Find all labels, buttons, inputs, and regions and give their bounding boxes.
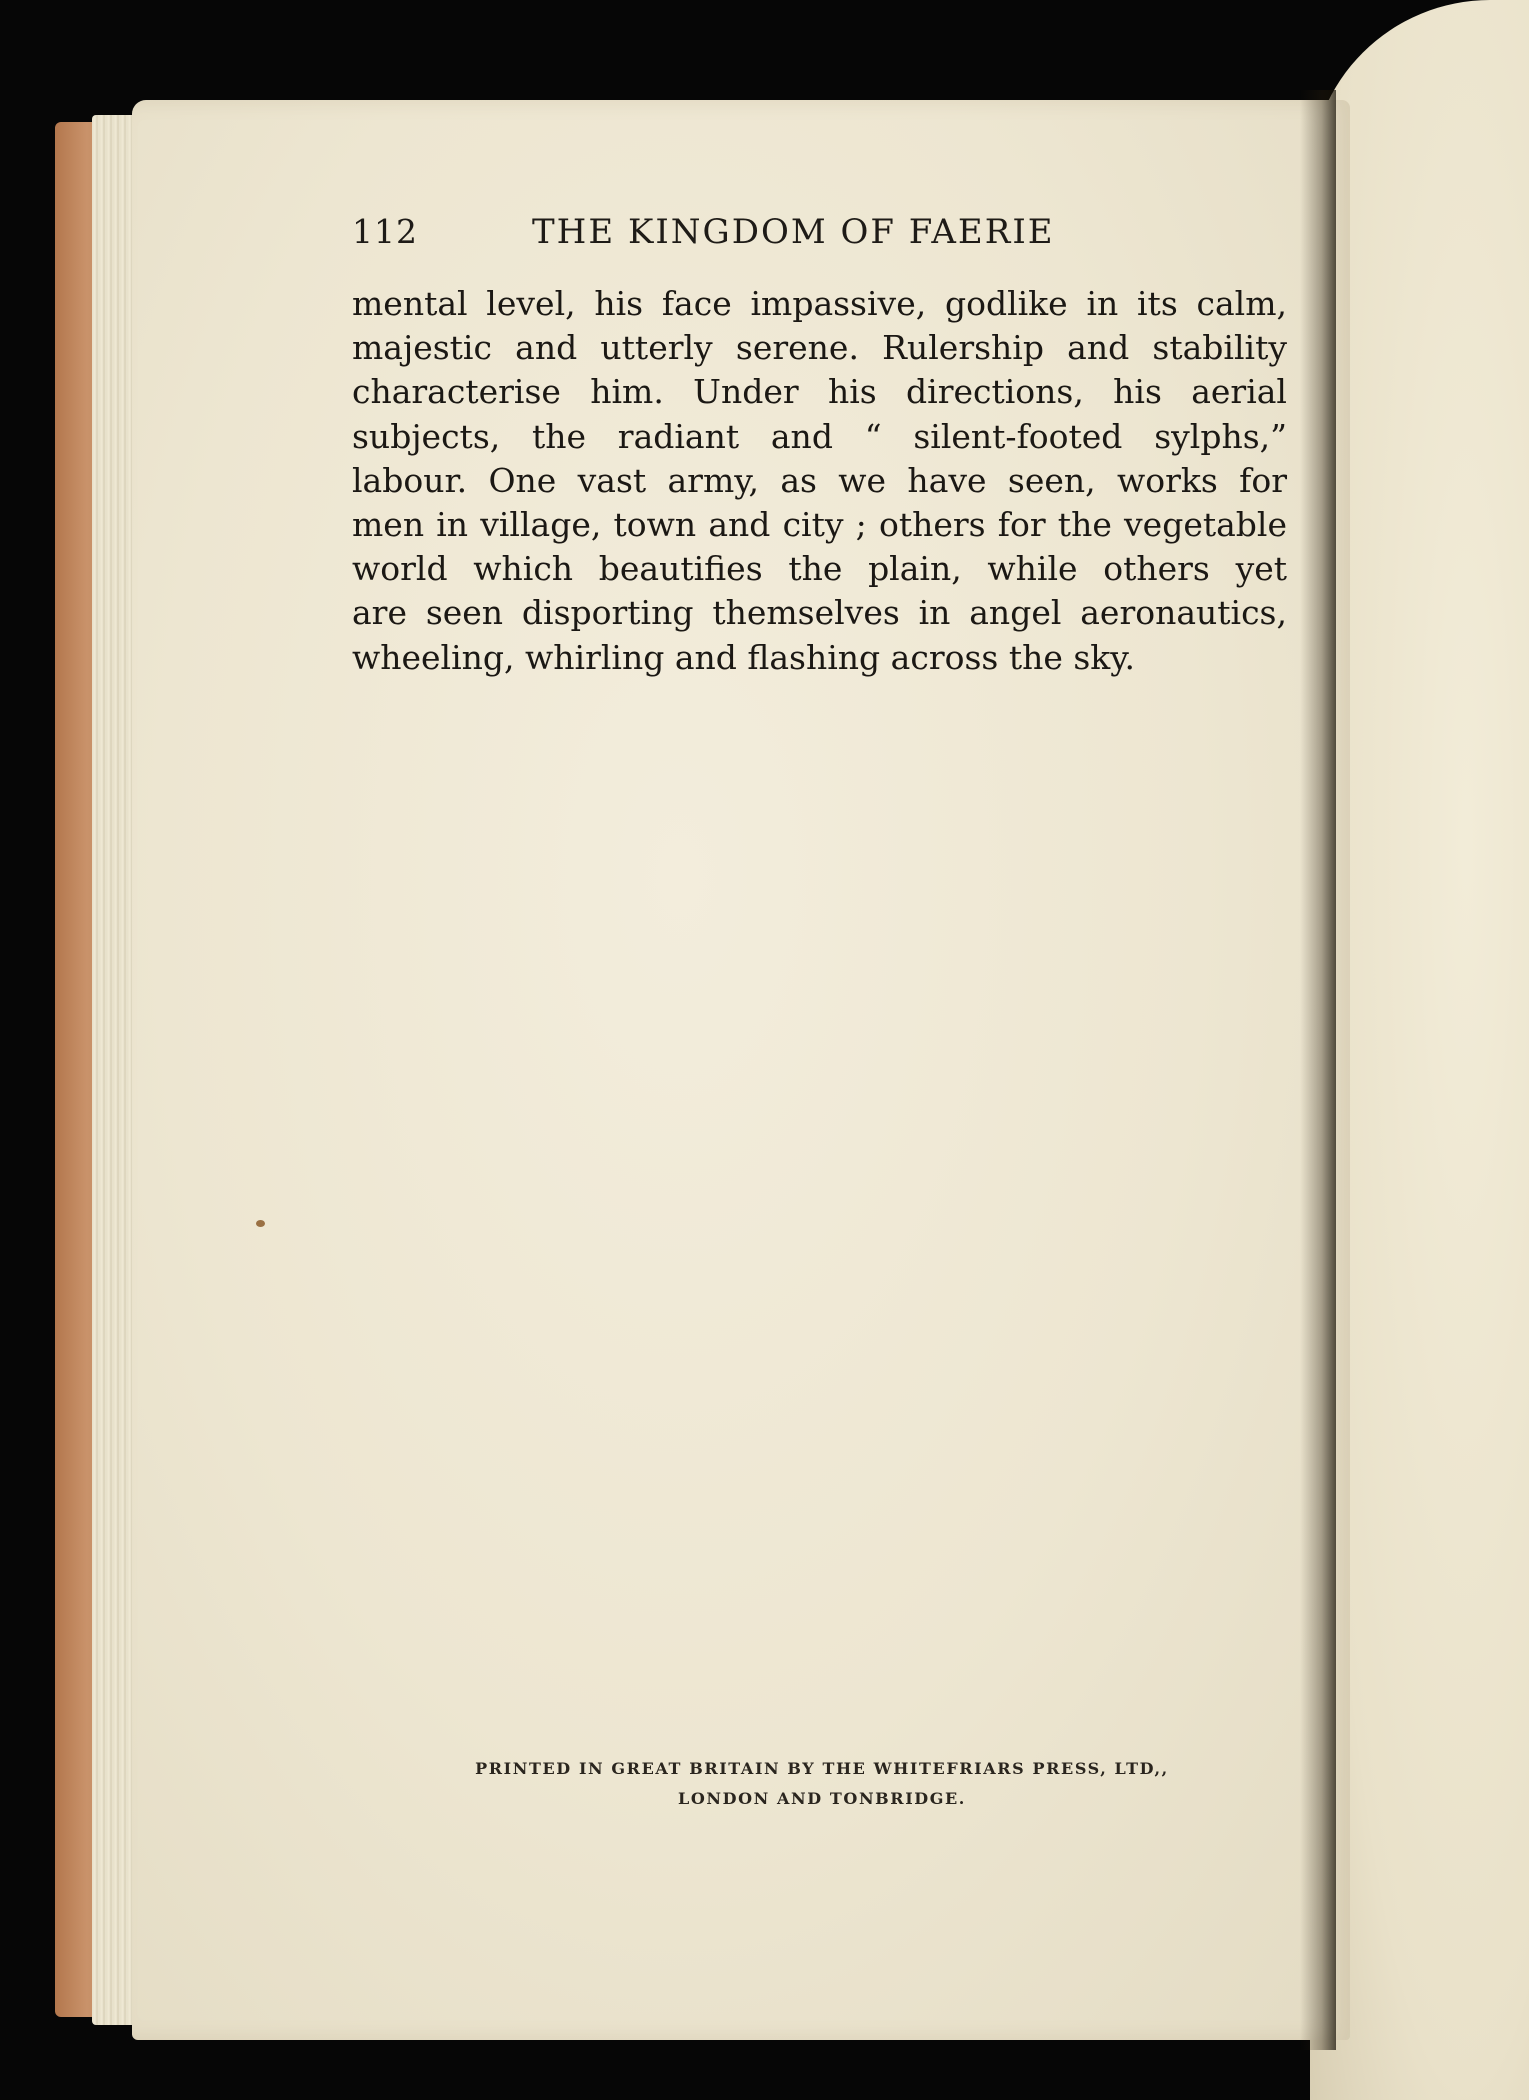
- running-head-title: THE KINGDOM OF FAERIE: [532, 212, 1055, 252]
- text-line: wheeling, whirling and flashing across the sky.: [352, 637, 1136, 677]
- text-line: majestic and utterly serene. Rulership and stability: [352, 328, 1287, 368]
- running-head: [352, 212, 1292, 262]
- imprint-line-2: LONDON AND TONBRIDGE.: [678, 1789, 966, 1808]
- body-paragraph: [352, 282, 1287, 680]
- gutter-shadow: [1300, 90, 1336, 2050]
- text-line: world which beautifies the plain, while others yet: [352, 549, 1287, 589]
- page-number: 112: [352, 212, 418, 251]
- paper-speck: [256, 1220, 265, 1227]
- text-line: characterise him. Under his directions, his aerial: [352, 372, 1287, 412]
- text-line: are seen disporting themselves in angel aeronautics,: [352, 593, 1287, 633]
- text-line: labour. One vast army, as we have seen, works for: [352, 460, 1287, 500]
- printer-imprint: [352, 1754, 1292, 1814]
- text-line: subjects, the radiant and “ silent-footed sylphs,”: [352, 416, 1287, 456]
- text-line: men in village, town and city ; others for the vegetable: [352, 504, 1287, 544]
- imprint-line-1: PRINTED IN GREAT BRITAIN BY THE WHITEFRIARS PRESS, LTD,,: [475, 1759, 1169, 1778]
- text-line: mental level, his face impassive, godlike in its calm,: [352, 284, 1287, 323]
